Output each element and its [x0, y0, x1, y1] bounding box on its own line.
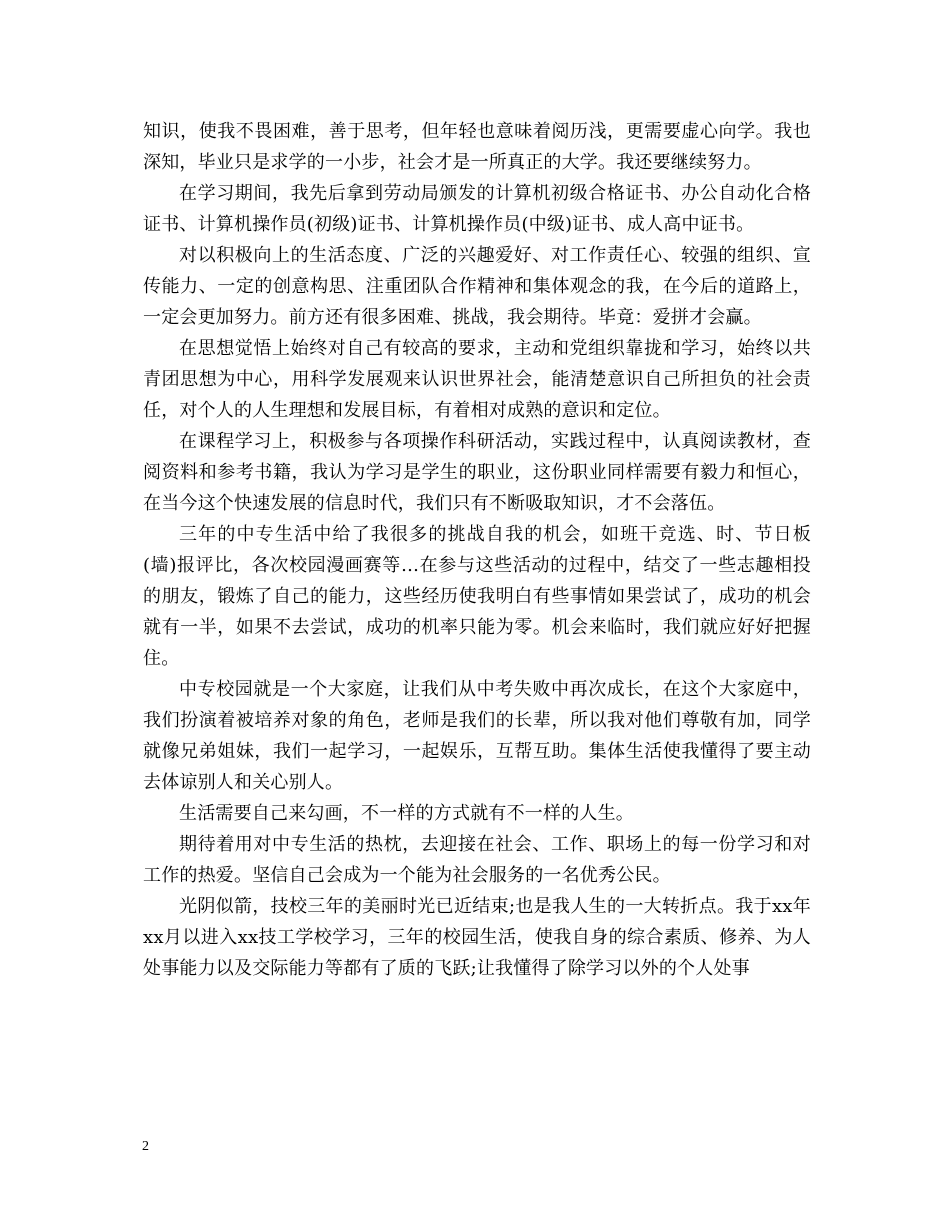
paragraph-2: 在学习期间，我先后拿到劳动局颁发的计算机初级合格证书、办公自动化合格证书、计算机操作员(初级)证书、计算机操作员(中级)证书、成人高中证书。: [143, 183, 811, 235]
paragraph-5: 在课程学习上，积极参与各项操作科研活动，实践过程中，认真阅读教材，查阅资料和参考书籍，我认为学习是学生的职业，这份职业同样需要有毅力和恒心，在当今这个快速发展的信息时代，我们只有不断吸取知识，才不会落伍。: [143, 431, 811, 514]
paragraph-8: 生活需要自己来勾画，不一样的方式就有不一样的人生。: [179, 803, 634, 824]
paragraph-1: 知识，使我不畏困难，善于思考，但年轻也意味着阅历浅，更需要虚心向学。我也深知，毕业只是求学的一小步，社会才是一所真正的大学。我还要继续努力。: [143, 121, 811, 173]
paragraph-6: 三年的中专生活中给了我很多的挑战自我的机会，如班干竞选、时、节日板(墙)报评比，各次校园漫画赛等…在参与这些活动的过程中，结交了一些志趣相投的朋友，锻炼了自己的能力，这些经历使我明白有些事情如果尝试了，成功的机会就有一半，如果不去尝试，成功的机率只能为零。机会来临时，我们就应好好把握住。: [143, 524, 811, 669]
paragraph-10: 光阴似箭，技校三年的美丽时光已近结束;也是我人生的一大转折点。我于xx年xx月以进入xx技工学校学习，三年的校园生活，使我自身的综合素质、修养、为人处事能力以及交际能力等都有了质的飞跃;让我懂得了除学习以外的个人处事: [143, 896, 811, 979]
paragraph-3: 对以积极向上的生活态度、广泛的兴趣爱好、对工作责任心、较强的组织、宣传能力、一定的创意构思、注重团队合作精神和集体观念的我，在今后的道路上，一定会更加努力。前方还有很多困难、挑战，我会期待。毕竟：爱拼才会赢。: [143, 245, 811, 328]
paragraph-9: 期待着用对中专生活的热枕，去迎接在社会、工作、职场上的每一份学习和对工作的热爱。坚信自己会成为一个能为社会服务的一名优秀公民。: [143, 834, 811, 886]
page-number: 2: [142, 1139, 149, 1154]
paragraph-4: 在思想觉悟上始终对自己有较高的要求，主动和党组织靠拢和学习，始终以共青团思想为中心，用科学发展观来认识世界社会，能清楚意识自己所担负的社会责任，对个人的人生理想和发展目标，有着相对成熟的意识和定位。: [143, 338, 811, 421]
paragraph-7: 中专校园就是一个大家庭，让我们从中考失败中再次成长，在这个大家庭中，我们扮演着被培养对象的角色，老师是我们的长辈，所以我对他们尊敬有加，同学就像兄弟姐妹，我们一起学习，一起娱乐，互帮互助。集体生活使我懂得了要主动去体谅别人和关心别人。: [143, 679, 811, 793]
body-text: [143, 116, 811, 984]
